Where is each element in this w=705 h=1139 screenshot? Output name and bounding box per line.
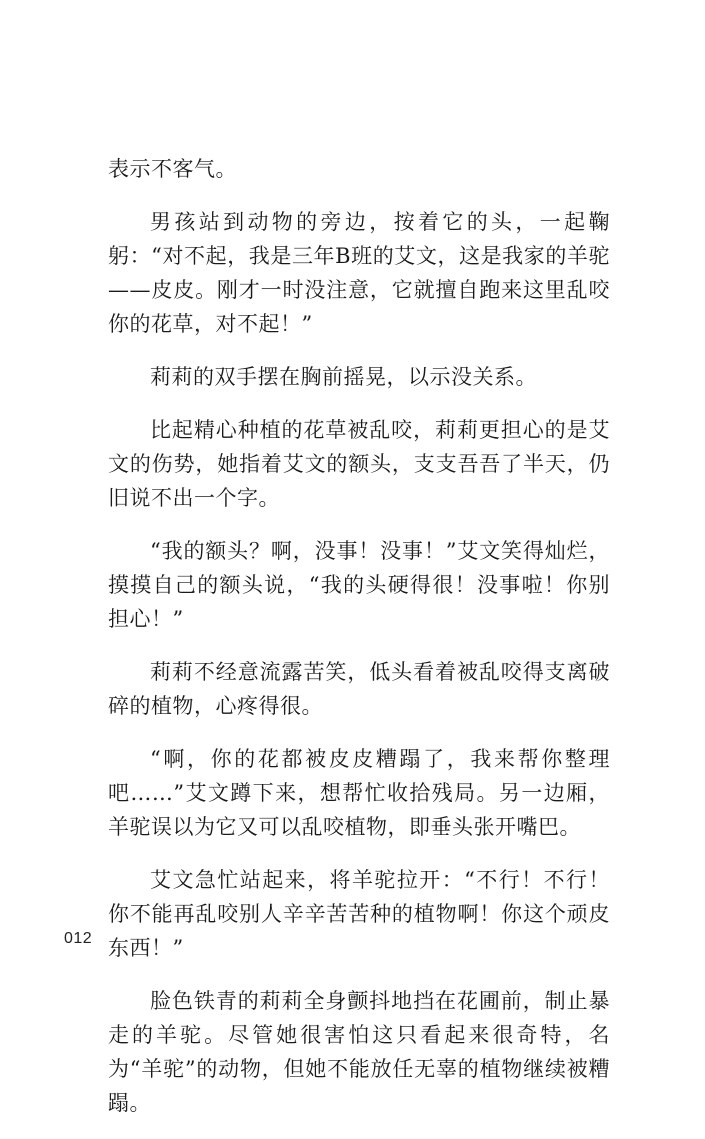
paragraph-6: 莉莉不经意流露苦笑，低头看着被乱咬得支离破碎的植物，心疼得很。 xyxy=(108,660,610,718)
paragraph-7: “啊，你的花都被皮皮糟蹋了，我来帮你整理吧……”艾文蹲下来，想帮忙收拾残局。另一边厢，羊驼误以为它又可以乱咬植物，即垂头张开嘴巴。 xyxy=(108,747,610,839)
body-text xyxy=(108,152,610,1139)
page-number: 012 xyxy=(64,930,93,947)
paragraph-3: 莉莉的双手摆在胸前摇晃，以示没关系。 xyxy=(150,365,537,389)
paragraph-5: “我的额头？啊，没事！没事！”艾文笑得灿烂，摸摸自己的额头说，“我的头硬得很！没事啦！你别担心！” xyxy=(108,539,610,631)
paragraph-4: 比起精心种植的花草被乱咬，莉莉更担心的是艾文的伤势，她指着艾文的额头，支支吾吾了半天，仍旧说不出一个字。 xyxy=(108,418,610,510)
paragraph-1: 表示不客气。 xyxy=(108,157,237,181)
paragraph-9: 脸色铁青的莉莉全身颤抖地挡在花圃前，制止暴走的羊驼。尽管她很害怕这只看起来很奇特，名为“羊驼”的动物，但她不能放任无辜的植物继续被糟蹋。 xyxy=(108,989,610,1115)
paragraph-8: 艾文急忙站起来，将羊驼拉开：“不行！不行！你不能再乱咬别人辛辛苦苦种的植物啊！你这个顽皮东西！” xyxy=(108,868,610,960)
paragraph-2: 男孩站到动物的旁边，按着它的头，一起鞠躬：“对不起，我是三年B班的艾文，这是我家的羊驼——皮皮。刚才一时没注意，它就擅自跑来这里乱咬你的花草，对不起！” xyxy=(108,210,610,336)
